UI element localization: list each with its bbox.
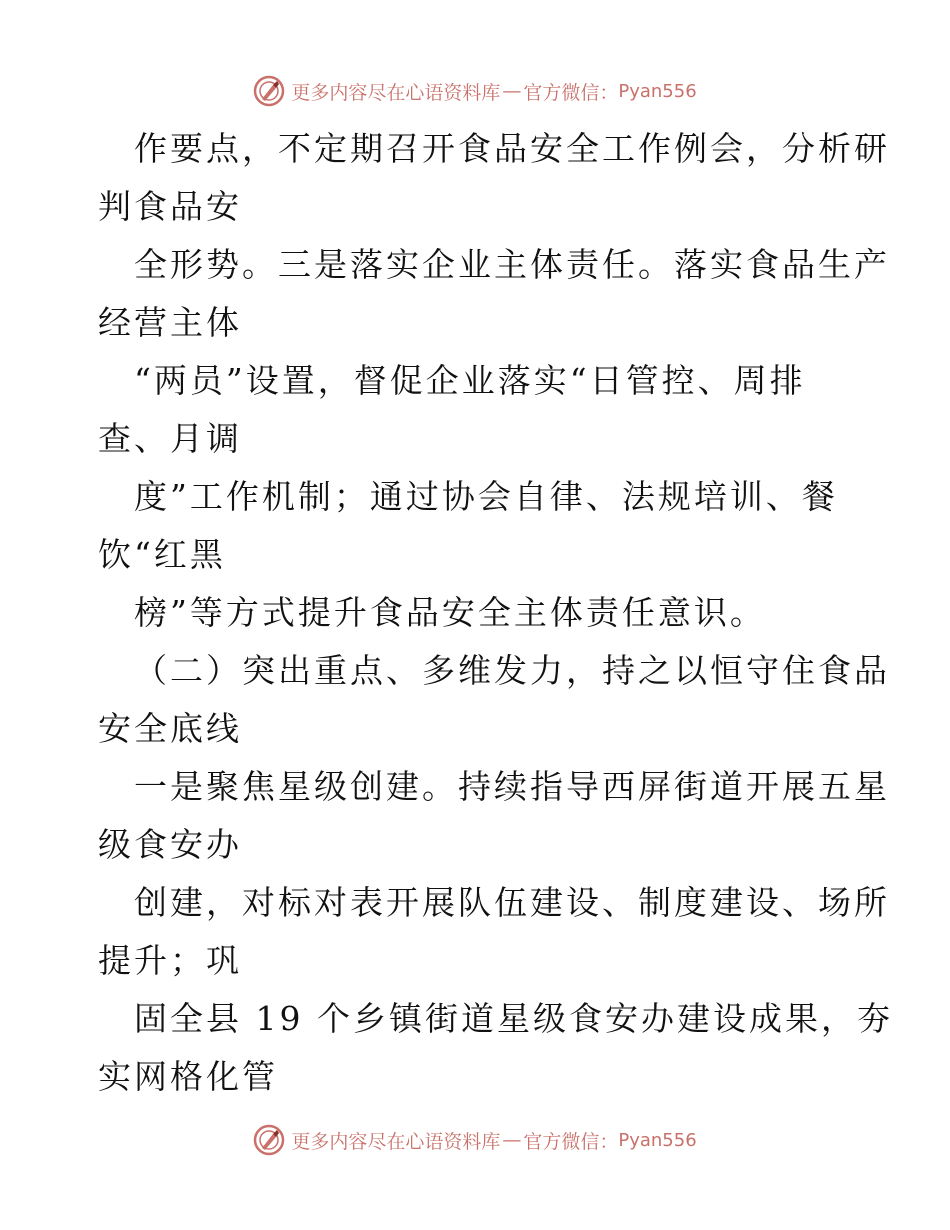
body-line: 创建，对标对表开展队伍建设、制度建设、场所 — [134, 883, 890, 922]
watermark-wechat-label: 官方微信： — [523, 81, 619, 104]
footer-watermark — [0, 1122, 950, 1158]
body-line: 实网格化管 — [98, 1057, 278, 1096]
pen-logo-icon — [253, 75, 285, 107]
watermark-text: 更多内容尽在心语资料库 — [291, 1130, 501, 1153]
watermark-wechat-id: Pyan556 — [618, 80, 697, 102]
body-line: 判食品安 — [98, 187, 242, 226]
section-heading: （二）突出重点、多维发力，持之以恒守住食品 — [134, 651, 890, 690]
watermark-text: 更多内容尽在心语资料库 — [291, 81, 501, 104]
body-line: 度”工作机制；通过协会自律、法规培训、餐 — [134, 477, 838, 516]
watermark-wechat-label: 官方微信： — [523, 1130, 619, 1153]
watermark-separator: — — [502, 1129, 522, 1151]
body-line: 榜”等方式提升食品安全主体责任意识。 — [134, 593, 766, 632]
watermark-separator: — — [502, 80, 522, 102]
body-line: 固全县 19 个乡镇街道星级食安办建设成果，夯 — [134, 999, 893, 1038]
body-line: “两员”设置，督促企业落实“日管控、周排 — [134, 361, 806, 400]
body-line: 饮“红黑 — [98, 535, 226, 574]
pen-logo-icon — [253, 1124, 285, 1156]
body-line: 全形势。三是落实企业主体责任。落实食品生产 — [134, 245, 890, 284]
section-heading-continued: 安全底线 — [98, 709, 242, 748]
body-line: 级食安办 — [98, 825, 242, 864]
body-line: 经营主体 — [98, 303, 242, 342]
header-watermark — [0, 73, 950, 109]
body-line: 作要点，不定期召开食品安全工作例会，分析研 — [134, 129, 890, 168]
body-line: 查、月调 — [98, 419, 242, 458]
body-line: 提升；巩 — [98, 941, 242, 980]
body-line: 一是聚焦星级创建。持续指导西屏街道开展五星 — [134, 767, 890, 806]
watermark-wechat-id: Pyan556 — [618, 1129, 697, 1151]
